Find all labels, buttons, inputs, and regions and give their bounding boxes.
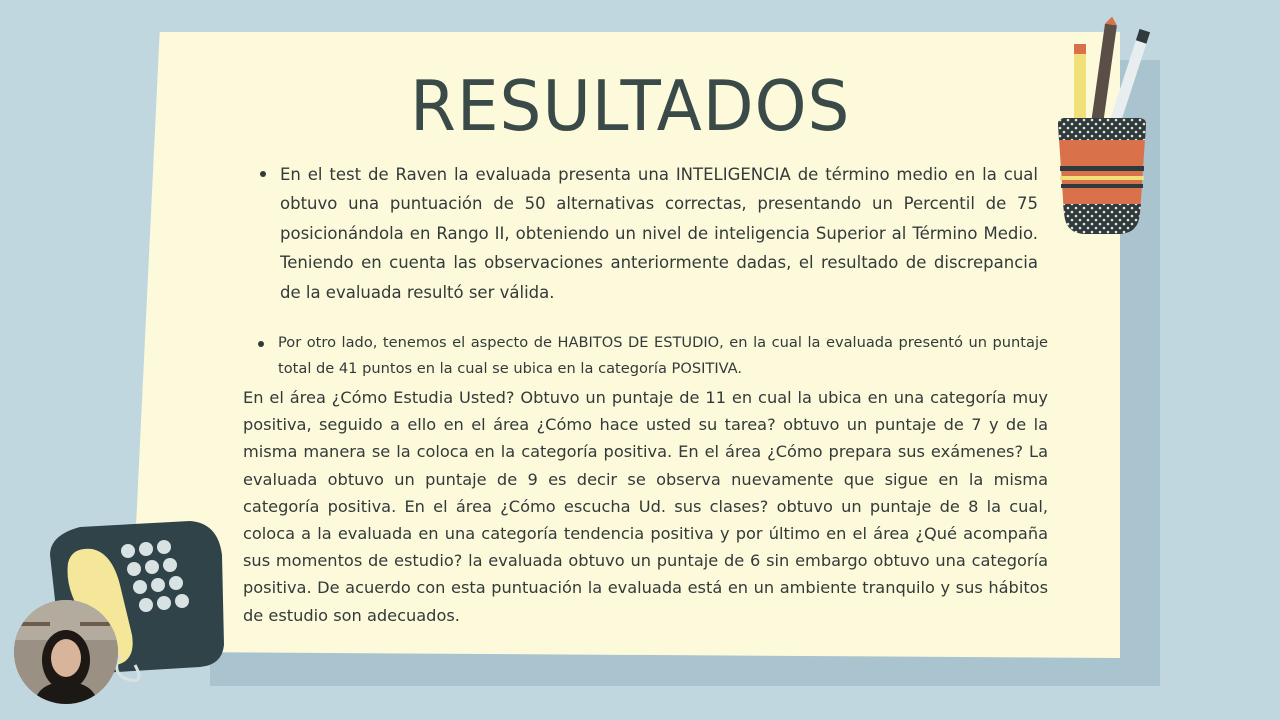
bullet-raven-result: En el test de Raven la evaluada presenta una INTELIGENCIA de término medio en la cual obtuvo una puntuación de 50 alternativas correctas, presentando un Percentil de 75 posicionándola en Rango II, obteniendo un nivel de inteligencia Superior al Término Medio. Teniendo en cuenta las observaciones anteriormente dadas, el resultado de discrepancia de la evaluada resultó ser válida. (260, 160, 1038, 307)
presenter-webcam (14, 600, 118, 704)
pencil-cup-icon (1050, 14, 1170, 244)
bullet-list-raven (260, 160, 1038, 307)
bullet-list-habits (258, 330, 1048, 382)
study-areas-paragraph: En el área ¿Cómo Estudia Usted? Obtuvo un puntaje de 11 en cual la ubica en una categoría muy positiva, seguido a ello en el área ¿Cómo hace usted su tarea? obtuvo un puntaje de 7 y de la misma manera se la coloca en la categoría positiva. En el área ¿Cómo prepara sus exámenes? La evaluada obtuvo un puntaje de 9 es decir se observa nuevamente que sigue en la misma categoría positiva. En el área ¿Cómo escucha Ud. sus clases? obtuvo un puntaje de 8 la cual, coloca a la evaluada en una categoría tendencia positiva y por último en el área ¿Qué acompaña sus momentos de estudio? la evaluada obtuvo un puntaje de 6 sin embargo obtuvo una categoría positiva. De acuerdo con esta puntuación la evaluada está en un ambiente tranquilo y sus hábitos de estudio son adecuados. (243, 388, 1048, 625)
bullet-study-habits: Por otro lado, tenemos el aspecto de HABITOS DE ESTUDIO, en la cual la evaluada presentó un puntaje total de 41 puntos en la cual se ubica en la categoría POSITIVA. (258, 330, 1048, 382)
presenter-avatar (14, 600, 118, 704)
slide-title: RESULTADOS (410, 66, 851, 147)
